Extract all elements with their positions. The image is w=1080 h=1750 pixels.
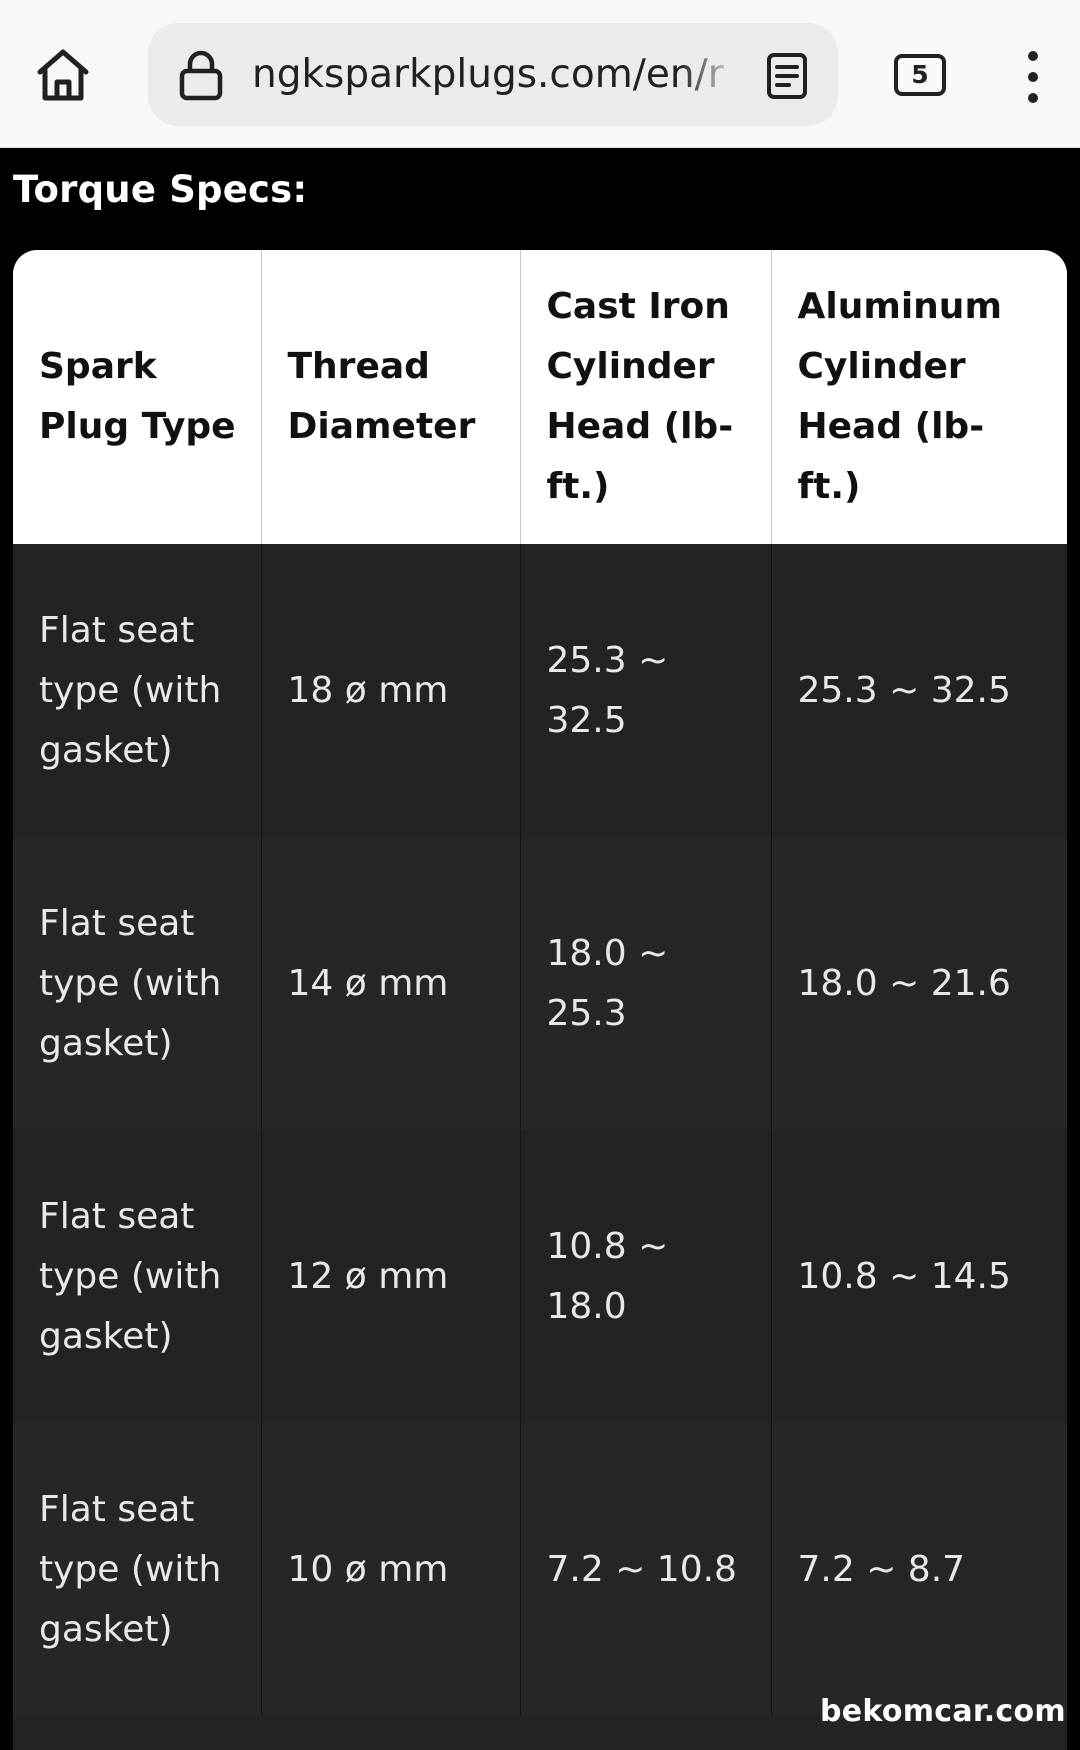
url-text[interactable]: ngksparkplugs.com/en/r	[252, 23, 738, 126]
torque-specs-table	[13, 250, 1067, 1716]
cell-aluminum: 7.2 ~ 8.7	[771, 1423, 1067, 1716]
cell-thread-diameter: 12 ø mm	[261, 1130, 520, 1423]
more-vert-icon[interactable]	[1016, 50, 1050, 104]
column-header-cast-iron: Cast Iron Cylinder Head (lb-ft.)	[520, 250, 771, 544]
home-icon[interactable]	[30, 42, 96, 108]
cell-thread-diameter: 10 ø mm	[261, 1423, 520, 1716]
tab-switcher-button[interactable]: 5	[894, 54, 946, 96]
cell-plug-type: Flat seat type (with gasket)	[13, 837, 261, 1130]
table-row	[13, 1423, 1067, 1716]
reader-mode-icon[interactable]	[762, 51, 812, 101]
table-row	[13, 544, 1067, 837]
column-header-spark-plug-type: Spark Plug Type	[13, 250, 261, 544]
cell-cast-iron: 10.8 ~ 18.0	[520, 1130, 771, 1423]
torque-specs-table-container	[13, 250, 1067, 1750]
section-title: Torque Specs:	[13, 168, 307, 211]
cell-aluminum: 10.8 ~ 14.5	[771, 1130, 1067, 1423]
table-header-row	[13, 250, 1067, 544]
cell-thread-diameter: 14 ø mm	[261, 837, 520, 1130]
table-row	[13, 1130, 1067, 1423]
column-header-aluminum: Aluminum Cylinder Head (lb-ft.)	[771, 250, 1067, 544]
cell-cast-iron: 7.2 ~ 10.8	[520, 1423, 771, 1716]
watermark: bekomcar.com	[820, 1694, 1066, 1729]
cell-plug-type: Flat seat type (with gasket)	[13, 1423, 261, 1716]
column-header-thread-diameter: Thread Diameter	[261, 250, 520, 544]
table-row	[13, 837, 1067, 1130]
cell-aluminum: 25.3 ~ 32.5	[771, 544, 1067, 837]
lock-icon[interactable]	[176, 49, 226, 101]
browser-toolbar	[0, 0, 1080, 148]
address-bar[interactable]	[148, 23, 838, 126]
cell-plug-type: Flat seat type (with gasket)	[13, 1130, 261, 1423]
cell-thread-diameter: 18 ø mm	[261, 544, 520, 837]
cell-plug-type: Flat seat type (with gasket)	[13, 544, 261, 837]
cell-aluminum: 18.0 ~ 21.6	[771, 837, 1067, 1130]
cell-cast-iron: 25.3 ~ 32.5	[520, 544, 771, 837]
cell-cast-iron: 18.0 ~ 25.3	[520, 837, 771, 1130]
